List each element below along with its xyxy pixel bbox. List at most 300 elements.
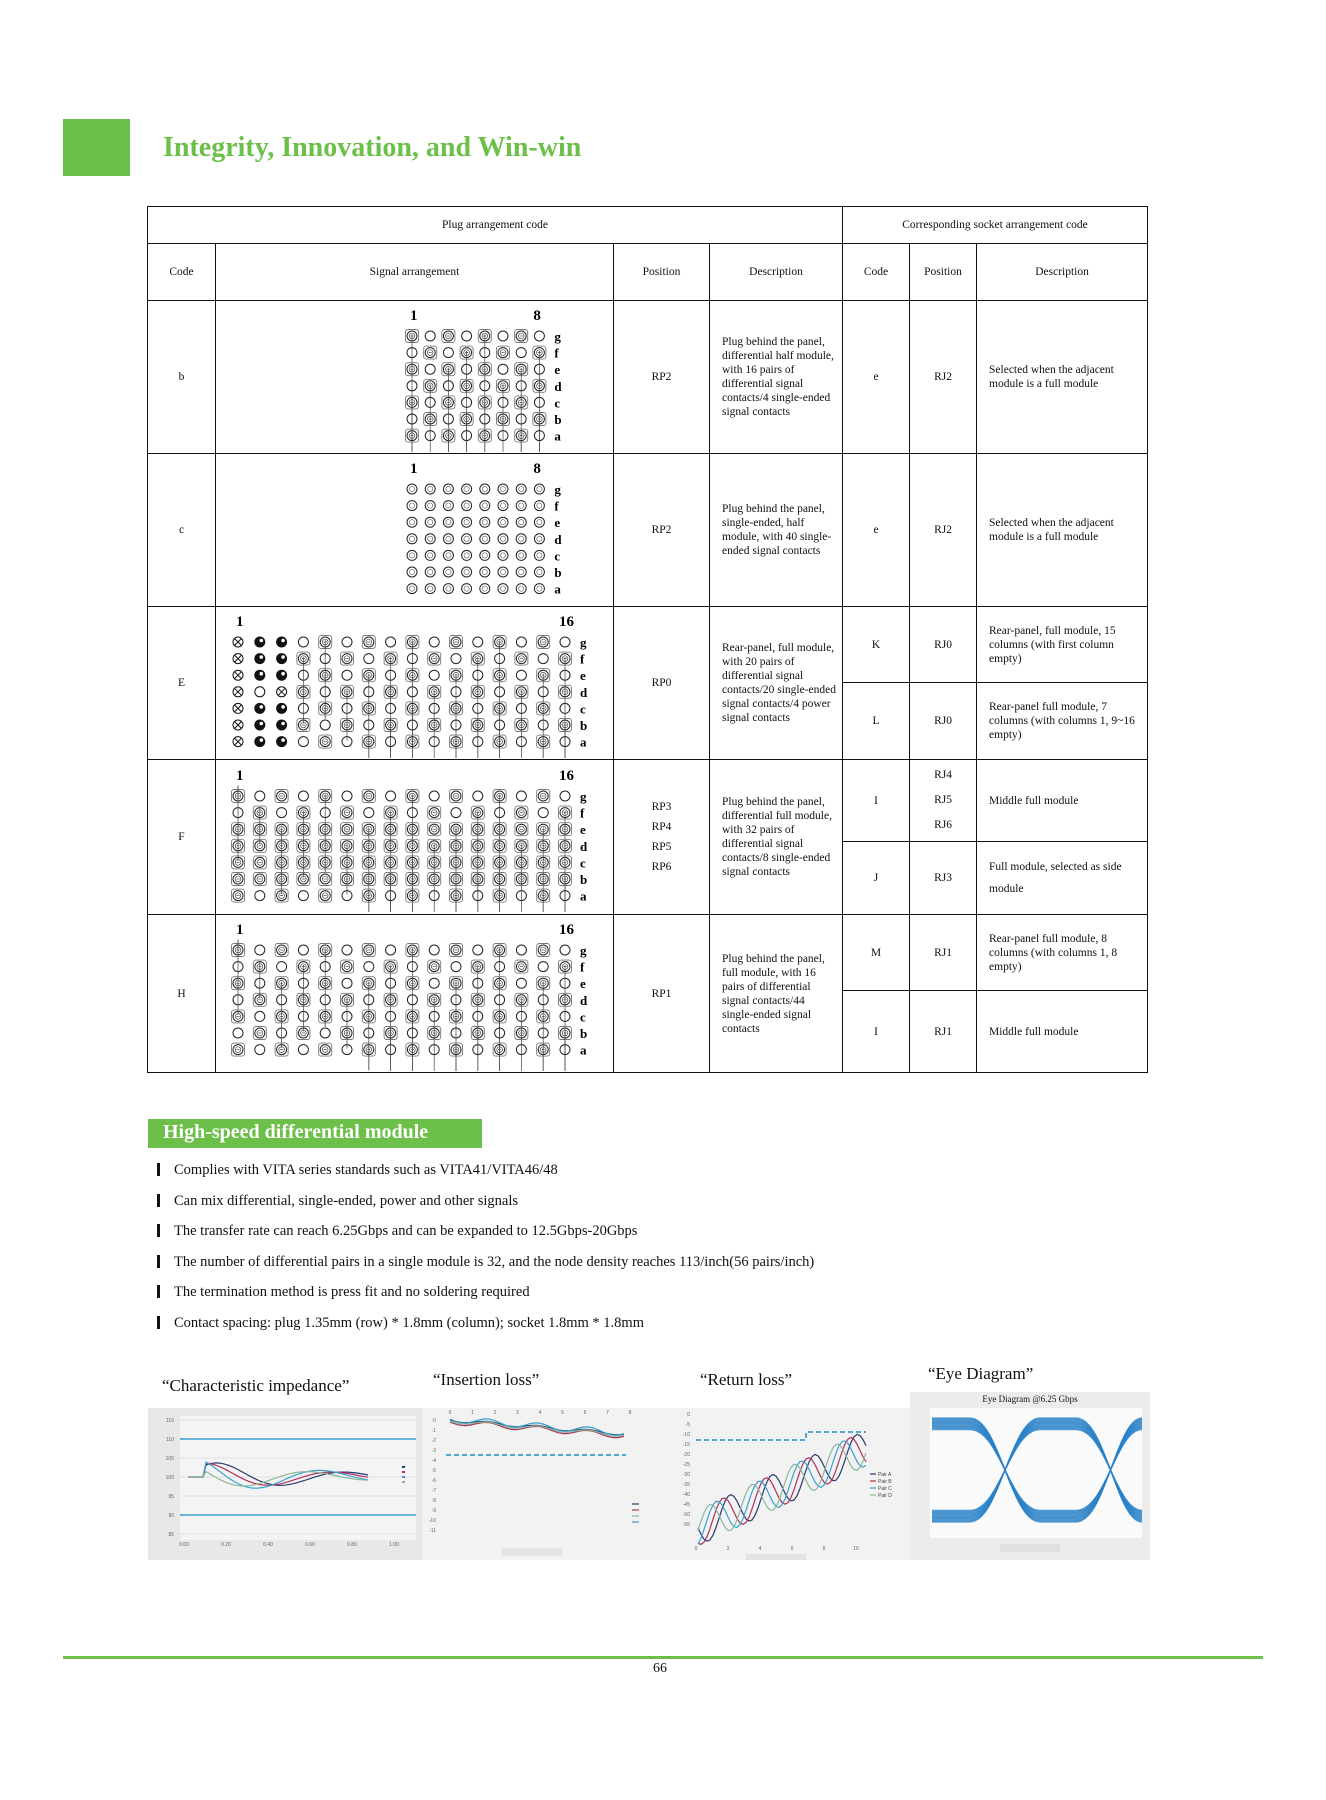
- x-tick-label: 4: [758, 1546, 762, 1552]
- contact-icon: [516, 517, 526, 527]
- contact-icon: [480, 534, 490, 544]
- row-letter-label: f: [580, 959, 585, 975]
- contact-inner: [519, 569, 524, 574]
- socket-description-header: Description: [977, 244, 1148, 301]
- y-tick-label: -9: [431, 1508, 436, 1514]
- contact-icon: [516, 550, 526, 560]
- socket-code: I: [843, 991, 910, 1073]
- row-code: E: [148, 607, 216, 760]
- bullet-icon: [157, 1224, 160, 1237]
- contact-icon: [462, 567, 472, 577]
- contact-inner: [409, 536, 414, 541]
- contact-sign: [433, 690, 436, 758]
- contact-inner: [482, 486, 487, 491]
- x-tick-label: 3: [516, 1410, 519, 1416]
- contact-inner: [446, 586, 451, 591]
- contact-icon: [443, 484, 453, 494]
- y-tick-label: -5: [431, 1468, 436, 1474]
- contact-icon: [443, 501, 453, 511]
- contact-inner: [537, 520, 542, 525]
- column-start-label: 1: [236, 614, 244, 630]
- contact-icon: [516, 637, 526, 647]
- row-description: Plug behind the panel, single-ended, half module, with 40 single-ended signal contacts: [710, 454, 843, 607]
- y-tick-label: -2: [431, 1438, 436, 1444]
- socket-group-header: Corresponding socket arrangement code: [843, 207, 1148, 244]
- plug-group-header: Plug arrangement code: [148, 207, 843, 244]
- contact-icon: [425, 534, 435, 544]
- row-letter-label: b: [580, 718, 588, 733]
- contact-inner: [519, 503, 524, 508]
- column-start-label: 1: [410, 461, 418, 477]
- contact-inner: [464, 520, 469, 525]
- power-cross-icon: [278, 688, 285, 695]
- power-contact-mark: [260, 672, 264, 676]
- y-tick-label: -11: [429, 1528, 436, 1534]
- contact-icon: [534, 550, 544, 560]
- table-row: [148, 454, 1148, 607]
- contact-icon: [516, 567, 526, 577]
- socket-code: L: [843, 683, 910, 760]
- contact-icon: [516, 945, 526, 955]
- return-loss-plot: [666, 1408, 910, 1560]
- contact-inner: [500, 569, 505, 574]
- description-header: Description: [710, 244, 843, 301]
- row-letter-label: g: [580, 943, 587, 958]
- y-tick-label: 110: [166, 1437, 174, 1443]
- column-end-label: 16: [559, 614, 574, 630]
- contact-icon: [480, 484, 490, 494]
- contact-icon: [298, 945, 308, 955]
- contact-inner: [519, 486, 524, 491]
- contact-sign: [367, 894, 370, 912]
- contact-icon: [407, 501, 417, 511]
- contact-icon: [429, 945, 439, 955]
- feature-text: Contact spacing: plug 1.35mm (row) * 1.8mm (column); socket 1.8mm * 1.8mm: [174, 1314, 644, 1331]
- contact-icon: [516, 791, 526, 801]
- socket-position: RJ2: [910, 301, 977, 454]
- arrangement-table: [147, 206, 1148, 1073]
- socket-description: Rear-panel, full module, 15 columns (with first column empty): [977, 607, 1148, 683]
- y-tick-label: -8: [431, 1498, 436, 1504]
- power-contact-icon: [254, 720, 265, 731]
- y-tick-label: -55: [682, 1522, 690, 1528]
- feature-text: The number of differential pairs in a single module is 32, and the node density reaches 113/inch(56 pairs/inch): [174, 1253, 815, 1270]
- code-header: Code: [148, 244, 216, 301]
- contact-sign: [302, 697, 305, 725]
- contact-icon: [364, 962, 374, 972]
- row-letter-label: f: [580, 805, 585, 821]
- column-start-label: 1: [236, 768, 244, 784]
- x-tick-label: 0.40: [263, 1542, 273, 1548]
- contact-icon: [462, 584, 472, 594]
- contact-sign: [520, 690, 523, 758]
- x-tick-label: 2: [493, 1410, 497, 1416]
- insertion-loss-caption: “Insertion loss”: [433, 1370, 540, 1389]
- contact-inner: [537, 569, 542, 574]
- contact-inner: [428, 553, 433, 558]
- legend-swatch: [402, 1476, 405, 1478]
- row-letter-label: b: [580, 872, 588, 887]
- row-letter-label: e: [554, 362, 561, 378]
- power-contact-icon: [254, 670, 265, 681]
- y-tick-label: -10: [428, 1518, 436, 1524]
- power-contact-mark: [260, 722, 264, 726]
- power-cross-icon: [235, 722, 242, 729]
- contact-icon: [425, 364, 435, 374]
- y-tick-label: -25: [682, 1462, 690, 1468]
- socket-code: J: [843, 842, 910, 915]
- contact-sign: [465, 417, 468, 452]
- row-position: RP2: [614, 301, 710, 454]
- power-cross-icon: [235, 639, 242, 646]
- y-tick-label: -35: [682, 1482, 690, 1488]
- contact-sign: [389, 877, 392, 912]
- power-contact-mark: [260, 738, 264, 742]
- eye-diagram-plot: [910, 1392, 1150, 1560]
- socket-position: RJ2: [910, 454, 977, 607]
- contact-sign: [280, 828, 283, 830]
- contact-icon: [498, 331, 508, 341]
- contact-icon: [342, 945, 352, 955]
- feature-list: [152, 1160, 814, 1343]
- row-position: RP1: [614, 915, 710, 1073]
- contact-icon: [516, 534, 526, 544]
- socket-code-header: Code: [843, 244, 910, 301]
- contact-icon: [462, 534, 472, 544]
- contact-icon: [498, 567, 508, 577]
- contact-sign: [429, 384, 432, 452]
- row-code: H: [148, 915, 216, 1073]
- y-tick-label: 105: [165, 1456, 174, 1462]
- contact-sign: [389, 723, 392, 758]
- row-code: c: [148, 454, 216, 607]
- contact-inner: [500, 536, 505, 541]
- socket-description: Middle full module: [977, 760, 1148, 842]
- contact-sign: [433, 998, 436, 1071]
- contact-inner: [464, 586, 469, 591]
- row-letter-label: e: [580, 976, 586, 992]
- contact-icon: [498, 501, 508, 511]
- feature-text: Can mix differential, single-ended, power and other signals: [174, 1192, 519, 1209]
- socket-positions: [910, 760, 977, 842]
- contact-sign: [302, 1005, 305, 1033]
- insertion-loss-graph: [422, 1408, 666, 1560]
- contact-inner: [482, 503, 487, 508]
- socket-code: K: [843, 607, 910, 683]
- contact-sign: [345, 998, 348, 1048]
- contact-sign: [476, 723, 479, 758]
- impedance-caption: “Characteristic impedance”: [162, 1376, 350, 1395]
- row-letter-label: c: [554, 395, 561, 411]
- contact-icon: [560, 945, 570, 955]
- table-row: [148, 301, 1148, 454]
- power-contact-icon: [276, 670, 287, 681]
- y-tick-label: 95: [168, 1494, 174, 1500]
- contact-icon: [298, 791, 308, 801]
- return-loss-graph: [666, 1408, 910, 1560]
- y-tick-label: 100: [165, 1475, 174, 1481]
- contact-icon: [516, 670, 526, 680]
- contact-icon: [443, 550, 453, 560]
- contact-icon: [255, 945, 265, 955]
- contact-icon: [538, 962, 548, 972]
- contact-icon: [480, 550, 490, 560]
- signal-header: Signal arrangement: [216, 244, 614, 301]
- socket-position: RJ0: [910, 607, 977, 683]
- x-tick-label: 4: [538, 1410, 542, 1416]
- contact-sign: [345, 690, 348, 740]
- legend-swatch: [402, 1471, 405, 1473]
- x-tick-label: 0: [448, 1410, 452, 1416]
- feature-text: Complies with VITA series standards such as VITA41/VITA46/48: [174, 1162, 558, 1178]
- row-letter-label: d: [554, 378, 562, 394]
- eye-diagram-graph: [910, 1392, 1150, 1560]
- row-letter-label: g: [554, 329, 561, 344]
- power-contact-icon: [276, 637, 287, 648]
- row-letter-label: c: [580, 855, 586, 871]
- contact-inner: [409, 486, 414, 491]
- row-code: F: [148, 760, 216, 915]
- power-contact-mark: [281, 672, 285, 676]
- bullet-icon: [157, 1194, 160, 1207]
- power-contact-icon: [276, 653, 287, 664]
- power-contact-icon: [276, 736, 287, 747]
- contact-icon: [473, 791, 483, 801]
- contact-sign: [476, 1031, 479, 1071]
- contact-sign: [542, 894, 545, 912]
- eye-diagram-title: Eye Diagram @6.25 Gbps: [982, 1394, 1078, 1404]
- row-letter-label: f: [554, 345, 559, 361]
- column-end-label: 16: [559, 768, 574, 784]
- power-contact-mark: [281, 705, 285, 709]
- contact-inner: [537, 486, 542, 491]
- contact-icon: [298, 737, 308, 747]
- list-item: [152, 1313, 814, 1344]
- column-start-label: 1: [410, 308, 418, 324]
- contact-icon: [462, 550, 472, 560]
- contact-icon: [298, 891, 308, 901]
- power-contact-mark: [260, 655, 264, 659]
- contact-inner: [537, 536, 542, 541]
- y-tick-label: 85: [168, 1532, 174, 1538]
- x-tick-label: 2: [726, 1546, 730, 1552]
- contact-icon: [425, 484, 435, 494]
- x-tick-label: 0.60: [305, 1542, 315, 1548]
- power-contact-mark: [260, 705, 264, 709]
- list-item: [152, 1221, 814, 1252]
- contact-inner: [537, 553, 542, 558]
- y-tick-label: -10: [682, 1432, 690, 1438]
- row-letter-label: g: [580, 789, 587, 804]
- contact-icon: [425, 331, 435, 341]
- contact-inner: [409, 503, 414, 508]
- y-tick-label: -3: [431, 1448, 436, 1454]
- contact-icon: [386, 637, 396, 647]
- bullet-icon: [157, 1285, 160, 1298]
- power-contact-icon: [254, 736, 265, 747]
- y-tick-label: -15: [682, 1442, 690, 1448]
- contact-icon: [480, 517, 490, 527]
- row-letter-label: a: [554, 581, 561, 597]
- socket-position: RJ0: [910, 683, 977, 760]
- power-contact-icon: [276, 720, 287, 731]
- row-position: RP0: [614, 607, 710, 760]
- bullet-icon: [157, 1316, 160, 1329]
- contact-sign: [389, 1031, 392, 1071]
- power-contact-mark: [281, 738, 285, 742]
- power-contact-icon: [276, 703, 287, 714]
- contact-icon: [320, 1028, 330, 1038]
- contact-icon: [429, 670, 439, 680]
- x-tick-label: 1.00: [389, 1542, 399, 1548]
- contact-icon: [538, 654, 548, 664]
- position-item: RP3: [651, 801, 672, 813]
- feature-text: The transfer rate can reach 6.25Gbps and can be expanded to 12.5Gbps-20Gbps: [174, 1223, 638, 1239]
- contact-icon: [425, 567, 435, 577]
- pin-diagram: [216, 760, 614, 915]
- y-tick-label: 115: [166, 1418, 174, 1424]
- contact-icon: [534, 584, 544, 594]
- contact-sign: [520, 998, 523, 1071]
- contact-icon: [538, 808, 548, 818]
- y-tick-label: -45: [682, 1502, 690, 1508]
- x-axis-label-box: [1000, 1544, 1060, 1552]
- power-contact-mark: [281, 655, 285, 659]
- contact-inner: [464, 486, 469, 491]
- socket-code: I: [843, 760, 910, 842]
- contact-icon: [364, 654, 374, 664]
- contact-icon: [255, 1011, 265, 1021]
- power-contact-mark: [260, 639, 264, 643]
- x-tick-label: 0.80: [347, 1542, 357, 1548]
- contact-icon: [429, 791, 439, 801]
- contact-icon: [462, 517, 472, 527]
- row-description: Plug behind the panel, differential full module, with 32 pairs of differential signal contacts/8 single-ended signal contacts: [710, 760, 843, 915]
- contact-sign: [542, 1048, 545, 1071]
- position-item: RJ4: [934, 769, 952, 781]
- position-item: RP4: [651, 821, 672, 833]
- x-tick-label: 10: [853, 1546, 859, 1552]
- y-tick-label: 0: [687, 1412, 690, 1418]
- x-tick-label: 7: [606, 1410, 609, 1416]
- legend-label: Pair A: [878, 1472, 892, 1478]
- plot-bg: [422, 1408, 666, 1560]
- contact-sign: [538, 417, 541, 452]
- contact-icon: [560, 637, 570, 647]
- contact-icon: [407, 517, 417, 527]
- contact-inner: [446, 536, 451, 541]
- legend-swatch: [402, 1466, 405, 1468]
- row-description: Rear-panel, full module, with 20 pairs of differential signal contacts/20 single-ended signal contacts/4 power signal contacts: [710, 607, 843, 760]
- y-tick-label: -40: [682, 1492, 690, 1498]
- row-letter-label: b: [554, 412, 562, 427]
- contact-icon: [342, 978, 352, 988]
- row-letter-label: f: [554, 498, 559, 514]
- legend-swatch: [402, 1481, 405, 1483]
- contact-icon: [534, 534, 544, 544]
- list-item: [152, 1282, 814, 1313]
- contact-icon: [407, 567, 417, 577]
- x-axis-label-box: [502, 1548, 562, 1556]
- socket-description: Selected when the adjacent module is a full module: [977, 454, 1148, 607]
- contact-icon: [425, 501, 435, 511]
- y-tick-label: -6: [431, 1478, 436, 1484]
- contact-icon: [429, 637, 439, 647]
- eye-diagram-caption: “Eye Diagram”: [928, 1364, 1034, 1383]
- row-letter-label: e: [554, 515, 561, 531]
- contact-inner: [464, 503, 469, 508]
- contact-icon: [498, 550, 508, 560]
- contact-icon: [462, 501, 472, 511]
- contact-sign: [447, 434, 450, 452]
- contact-icon: [498, 534, 508, 544]
- contact-icon: [480, 567, 490, 577]
- contact-inner: [500, 586, 505, 591]
- contact-sign: [345, 844, 348, 894]
- socket-code: e: [843, 454, 910, 607]
- contact-icon: [386, 945, 396, 955]
- contact-inner: [446, 553, 451, 558]
- socket-position: RJ1: [910, 991, 977, 1073]
- list-item: [152, 1252, 814, 1283]
- power-cross-icon: [235, 688, 242, 695]
- contact-inner: [428, 569, 433, 574]
- socket-position: RJ1: [910, 915, 977, 991]
- contact-icon: [443, 348, 453, 358]
- contact-icon: [425, 550, 435, 560]
- header-accent-block: [63, 119, 130, 176]
- x-tick-label: 1: [471, 1410, 474, 1416]
- contact-icon: [255, 891, 265, 901]
- contact-sign: [476, 877, 479, 912]
- socket-description: Middle full module: [977, 991, 1148, 1073]
- x-tick-label: 5: [561, 1410, 564, 1416]
- contact-icon: [277, 808, 287, 818]
- feature-text: The termination method is press fit and no soldering required: [174, 1284, 530, 1300]
- power-cross-icon: [235, 655, 242, 662]
- contact-icon: [255, 1045, 265, 1055]
- contact-sign: [454, 1048, 457, 1071]
- contact-icon: [516, 348, 526, 358]
- position-item: RP6: [651, 861, 672, 873]
- contact-icon: [277, 962, 287, 972]
- x-tick-label: 6: [790, 1546, 794, 1552]
- contact-sign: [563, 723, 566, 758]
- contact-icon: [407, 584, 417, 594]
- contact-inner: [500, 503, 505, 508]
- section-title: High-speed differential module: [163, 1121, 429, 1143]
- contact-icon: [407, 534, 417, 544]
- contact-inner: [464, 536, 469, 541]
- row-letter-label: c: [580, 1009, 586, 1025]
- contact-icon: [443, 517, 453, 527]
- contact-icon: [462, 331, 472, 341]
- socket-code: e: [843, 301, 910, 454]
- contact-sign: [433, 844, 436, 912]
- contact-icon: [516, 501, 526, 511]
- contact-inner: [409, 586, 414, 591]
- legend-label: Pair B: [878, 1479, 892, 1485]
- y-tick-label: -0: [431, 1418, 436, 1424]
- contact-icon: [255, 791, 265, 801]
- contact-icon: [342, 791, 352, 801]
- row-positions: [614, 760, 710, 915]
- y-tick-label: -50: [682, 1512, 690, 1518]
- return-loss-caption: “Return loss”: [700, 1370, 793, 1389]
- contact-inner: [428, 486, 433, 491]
- row-letter-label: b: [580, 1026, 588, 1041]
- contact-icon: [298, 1045, 308, 1055]
